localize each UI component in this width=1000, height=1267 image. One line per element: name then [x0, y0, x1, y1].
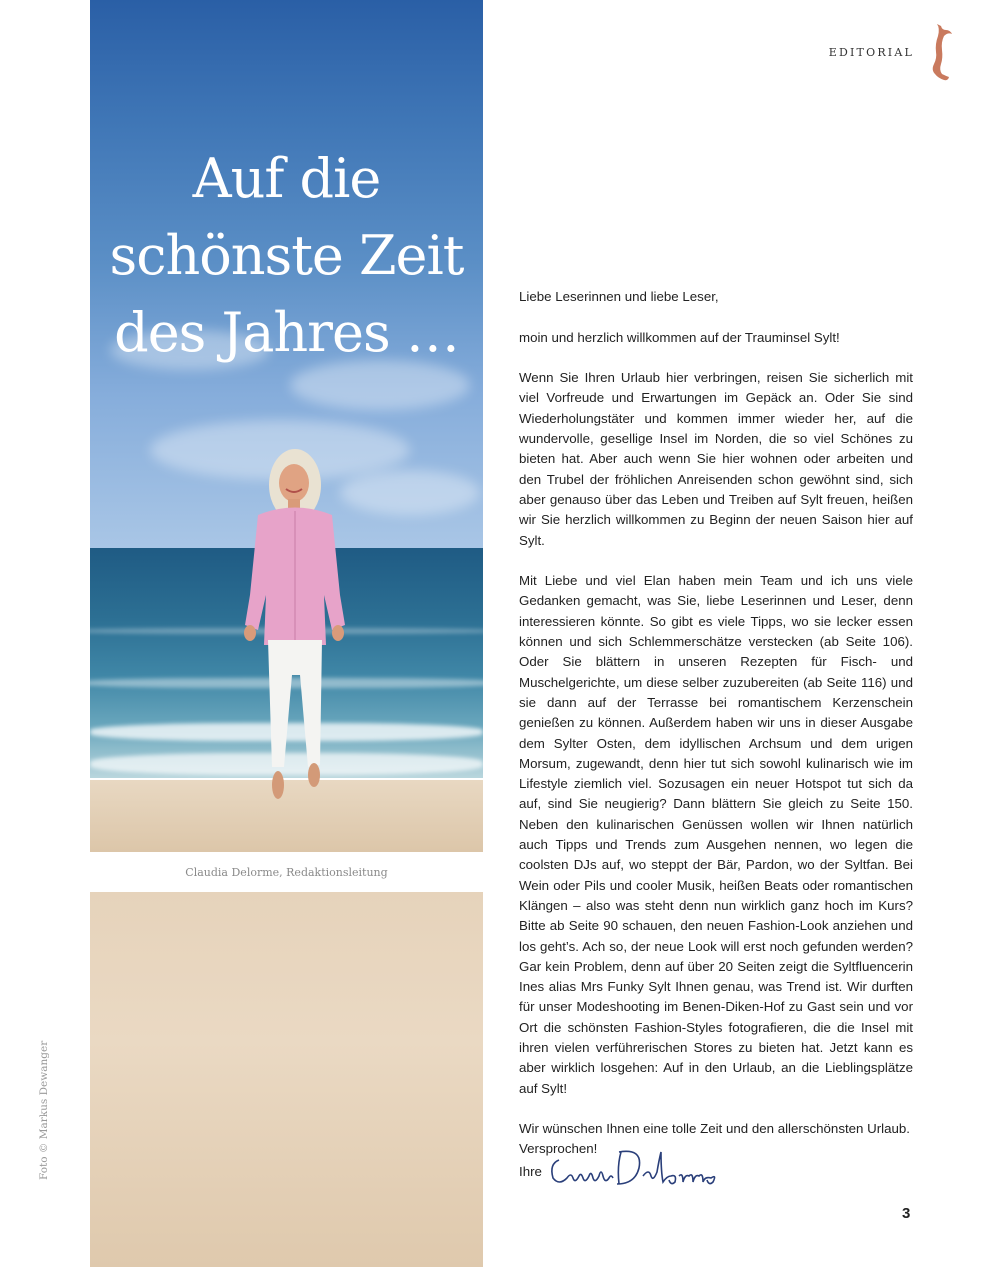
editorial-text [519, 287, 913, 1180]
sand-background [90, 892, 483, 1267]
article-paragraph: Mit Liebe und viel Elan haben mein Team und ich uns viele Gedanken gemacht, was Sie, liebe Leserinnen und Leser, denn interessieren könnte. So gibt es viele Tipps, wo sie lecker essen können und sich Schlemmerschätze verstecken (ab Seite 106). Oder Sie blättern in unseren Rezepten für Fisch- und Muschelgerichte, um diese selber zuzubereiten (ab Seite 116) und sie dann auf der Terrasse bei romantischem Kerzenschein genießen zu können. Außerdem haben wir uns in dieser Ausgabe dem Sylter Osten, dem idyllischen Archsum und dem urigen Morsum, zugewandt, denn hier tut sich sowohl kulinarisch wie im Lifestyle ziemlich viel. Sozusagen ein neuer Hotspot tut sich da auf, sind Sie neugierig? Dann blättern Sie gleich zu Seite 150. Neben den kulinarischen Genüssen wollen wir Ihnen natürlich auch Tipps und Trends zum Ausgehen nennen, wo legen die coolsten DJs auf, wo steppt der Bär, Pardon, wo der Syltfan. Bei Wein oder Pils und cooler Musik, heißen Beats oder romantischen Klängen – also was steht denn nun wirklich ganz hoch im Kurs? Bitte ab Seite 90 schauen, den neuen Fashion-Look anziehen und los geht’s. Ach so, der neue Look will erst noch gefunden werden? Gar kein Problem, denn auf über 20 Seiten zeigt die Syltfluencerin Ines alias Mrs Funky Sylt Ihnen genau, was Trend ist. Wir durften für unser Modeshooting im Benen-Diken-Hof zu Gast sein und vor Ort die schönsten Fashion-Styles fotografieren, die die Insel mit ihren vielen verführerischen Stores zu bieten hat. Jetzt kann es aber wirklich losgehen: Auf in den Urlaub, an die Lieblingsplätze auf Sylt! [519, 573, 913, 1096]
photo-credit: Foto © Markus Dewanger [38, 1040, 50, 1180]
headline [90, 140, 483, 371]
salutation: Liebe Leserinnen und liebe Leser, [519, 289, 719, 304]
signature-block [519, 1142, 819, 1192]
closing-paragraph: Wir wünschen Ihnen eine tolle Zeit und den allerschönsten Urlaub. Versprochen! [519, 1121, 911, 1157]
welcome-line: moin und herzlich willkommen auf der Trauminsel Sylt! [519, 329, 840, 345]
page-number: 3 [902, 1205, 911, 1222]
headline-line: schönste Zeit [109, 224, 464, 287]
headline-line: des Jahres … [114, 301, 459, 364]
cover-photo [90, 0, 483, 1267]
handwritten-signature [547, 1142, 727, 1192]
closing-word: Ihre [519, 1164, 542, 1179]
headline-line: Auf die [192, 147, 381, 210]
sylt-island-icon [928, 22, 954, 84]
editor-portrait [240, 445, 350, 815]
article-paragraph: Wenn Sie Ihren Urlaub hier verbringen, reisen Sie sicherlich mit viel Vorfreude und Erwartungen im Gepäck an. Oder Sie sind Wiederholungstäter und kommen immer wieder her, auf die wundervolle, gesellige Insel im Norden, die so viel Schönes zu bieten hat. Aber auch wenn Sie hier wohnen oder arbeiten und den Trubel der fröhlichen Anreisenden schon gewöhnt sind, sich aber genauso über das Leben und Treiben auf Sylt freuen, heißen wir Sie herzlich willkommen zu Beginn der neuen Saison hier auf Sylt. [519, 370, 913, 548]
section-label: EDITORIAL [828, 46, 914, 59]
photo-caption: Claudia Delorme, Redaktionsleitung [185, 866, 388, 879]
